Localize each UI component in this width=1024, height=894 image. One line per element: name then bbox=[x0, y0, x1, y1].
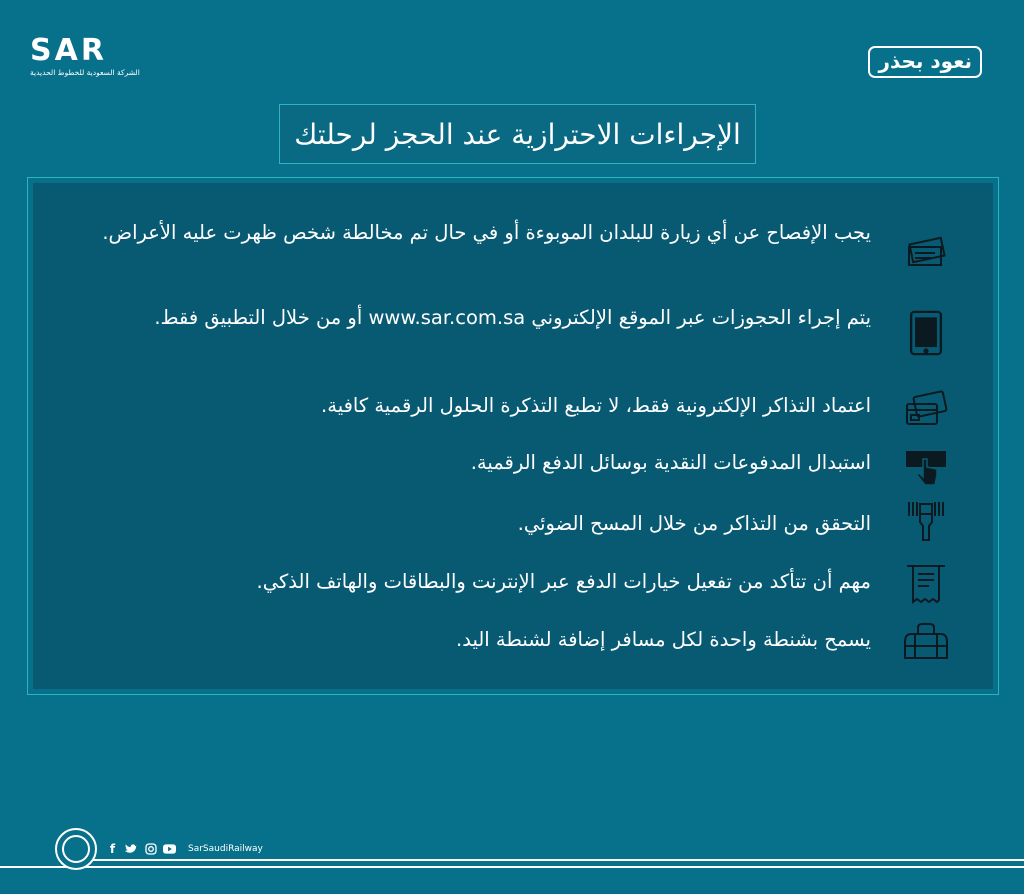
sar-ring-emblem bbox=[55, 828, 97, 870]
footer-divider bbox=[86, 859, 1024, 861]
youtube-icon[interactable] bbox=[163, 842, 176, 855]
logo-text: SAR bbox=[30, 33, 107, 68]
footer-divider bbox=[0, 866, 1024, 868]
campaign-badge: نعود بحذر bbox=[868, 46, 982, 78]
content-panel bbox=[27, 177, 999, 695]
cards-icon bbox=[901, 384, 951, 434]
bag-icon bbox=[901, 616, 951, 666]
page-title-text: الإجراءات الاحترازية عند الحجز لرحلتك bbox=[294, 117, 741, 151]
sar-logo bbox=[30, 33, 150, 77]
facebook-icon[interactable]: f bbox=[109, 841, 116, 856]
list-item-text: التحقق من التذاكر من خلال المسح الضوئي. bbox=[517, 512, 871, 535]
social-handle[interactable]: SarSaudiRailway bbox=[188, 843, 263, 854]
content-panel-inner bbox=[33, 183, 993, 689]
list-item-text: مهم أن تتأكد من تفعيل خيارات الدفع عبر الإنترنت والبطاقات والهاتف الذكي. bbox=[256, 570, 871, 593]
receipt-icon bbox=[901, 558, 951, 608]
smartphone-icon bbox=[901, 302, 951, 364]
instagram-icon[interactable] bbox=[144, 842, 157, 855]
page-title bbox=[279, 104, 756, 164]
card-payment-icon bbox=[901, 443, 951, 493]
list-item-text: يسمح بشنطة واحدة لكل مسافر إضافة لشنطة اليد. bbox=[456, 628, 871, 651]
list-item-text: يجب الإفصاح عن أي زيارة للبلدان الموبوءة أو في حال تم مخالطة شخص ظهرت عليه الأعراض. bbox=[102, 221, 871, 244]
logo-subtitle: الشركة السعودية للخطوط الحديدية bbox=[30, 68, 140, 77]
list-item-text: اعتماد التذاكر الإلكترونية فقط، لا تطبع التذكرة الحلول الرقمية كافية. bbox=[321, 394, 871, 417]
list-item-text: يتم إجراء الحجوزات عبر الموقع الإلكتروني www.sar.com.sa أو من خلال التطبيق فقط. bbox=[154, 306, 871, 329]
list-item-text: استبدال المدفوعات النقدية بوسائل الدفع الرقمية. bbox=[470, 451, 871, 474]
tickets-icon bbox=[901, 225, 951, 275]
barcode-scanner-icon bbox=[901, 496, 951, 546]
twitter-icon[interactable] bbox=[125, 842, 138, 855]
social-bar bbox=[106, 842, 263, 855]
